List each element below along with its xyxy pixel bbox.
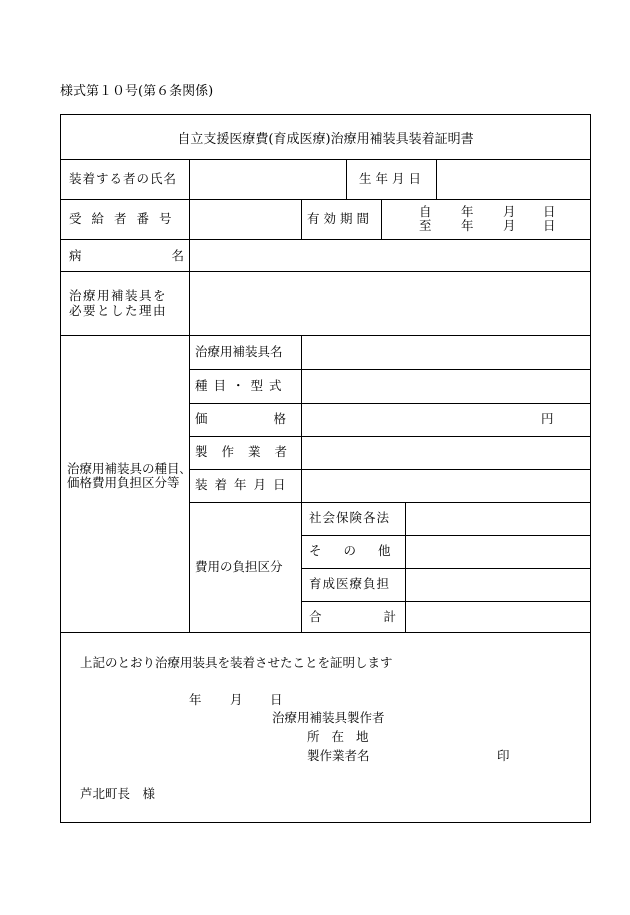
column-divider [301, 199, 302, 239]
maker-title: 治療用補装具製作者 [272, 710, 385, 725]
cert-year-label: 年 [189, 692, 202, 707]
birth-date-label: 生年月日 [359, 171, 426, 186]
form-title: 自立支援医療費(育成医療)治療用補装具装着証明書 [177, 132, 474, 147]
from-day-label: 日 [543, 204, 556, 219]
row-divider [61, 335, 590, 336]
disease-name-label: 病名 [69, 248, 275, 263]
row-divider [189, 436, 590, 437]
total-label: 合計 [309, 609, 459, 624]
reason-label-line1: 治療用補装具を [69, 288, 168, 303]
column-divider [381, 199, 382, 239]
to-day-label: 日 [543, 218, 556, 233]
row-divider [189, 469, 590, 470]
column-divider [436, 159, 437, 199]
row-divider [301, 601, 590, 602]
row-divider [189, 369, 590, 370]
social-insurance-label: 社会保険各法 [309, 510, 391, 525]
from-month-label: 月 [503, 204, 516, 219]
cert-month-label: 月 [230, 692, 243, 707]
certificate-form [60, 114, 591, 823]
row-divider [189, 403, 590, 404]
address-label: 所 在 地 [307, 729, 373, 744]
row-divider [61, 199, 590, 200]
form-number: 様式第１０号(第６条関係) [60, 84, 214, 99]
column-divider [346, 159, 347, 199]
manufacturer-label: 製作業者 [195, 444, 302, 459]
to-year-label: 年 [461, 218, 474, 233]
row-divider [301, 568, 590, 569]
device-name-label: 治療用補装具名 [195, 344, 283, 359]
device-section-label: 治療用補装具の種目､価格費用負担区分等 [67, 461, 186, 490]
yen-label: 円 [541, 411, 554, 426]
to-label: 至 [419, 218, 432, 233]
cert-day-label: 日 [270, 692, 283, 707]
recipient-number-label: 受給者番号 [69, 211, 182, 226]
row-divider [61, 159, 590, 160]
reason-label-line2: 必要とした理由 [69, 303, 168, 318]
type-model-label: 種目・型式 [195, 378, 288, 393]
cost-category-label: 費用の負担区分 [195, 559, 283, 574]
column-divider [301, 335, 302, 632]
maker-name-label: 製作業者名 [307, 748, 370, 763]
row-divider [61, 271, 590, 272]
row-divider [189, 502, 590, 503]
wearer-name-label: 装着する者の氏名 [69, 171, 178, 186]
row-divider [61, 239, 590, 240]
validity-period-label: 有効期間 [307, 211, 374, 226]
column-divider [189, 159, 190, 632]
from-year-label: 年 [461, 204, 474, 219]
price-label: 価格 [195, 411, 353, 426]
other-label: その他 [309, 543, 413, 558]
medical-burden-label: 育成医療負担 [309, 576, 391, 591]
certification-statement: 上記のとおり治療用装具を装着させたことを証明します [80, 655, 393, 670]
row-divider [61, 632, 590, 633]
seal-mark: 印 [497, 748, 510, 763]
addressee: 芦北町長 様 [80, 786, 156, 801]
to-month-label: 月 [503, 218, 516, 233]
from-label: 自 [419, 204, 432, 219]
fitting-date-label: 装着年月日 [195, 477, 293, 492]
row-divider [301, 535, 590, 536]
